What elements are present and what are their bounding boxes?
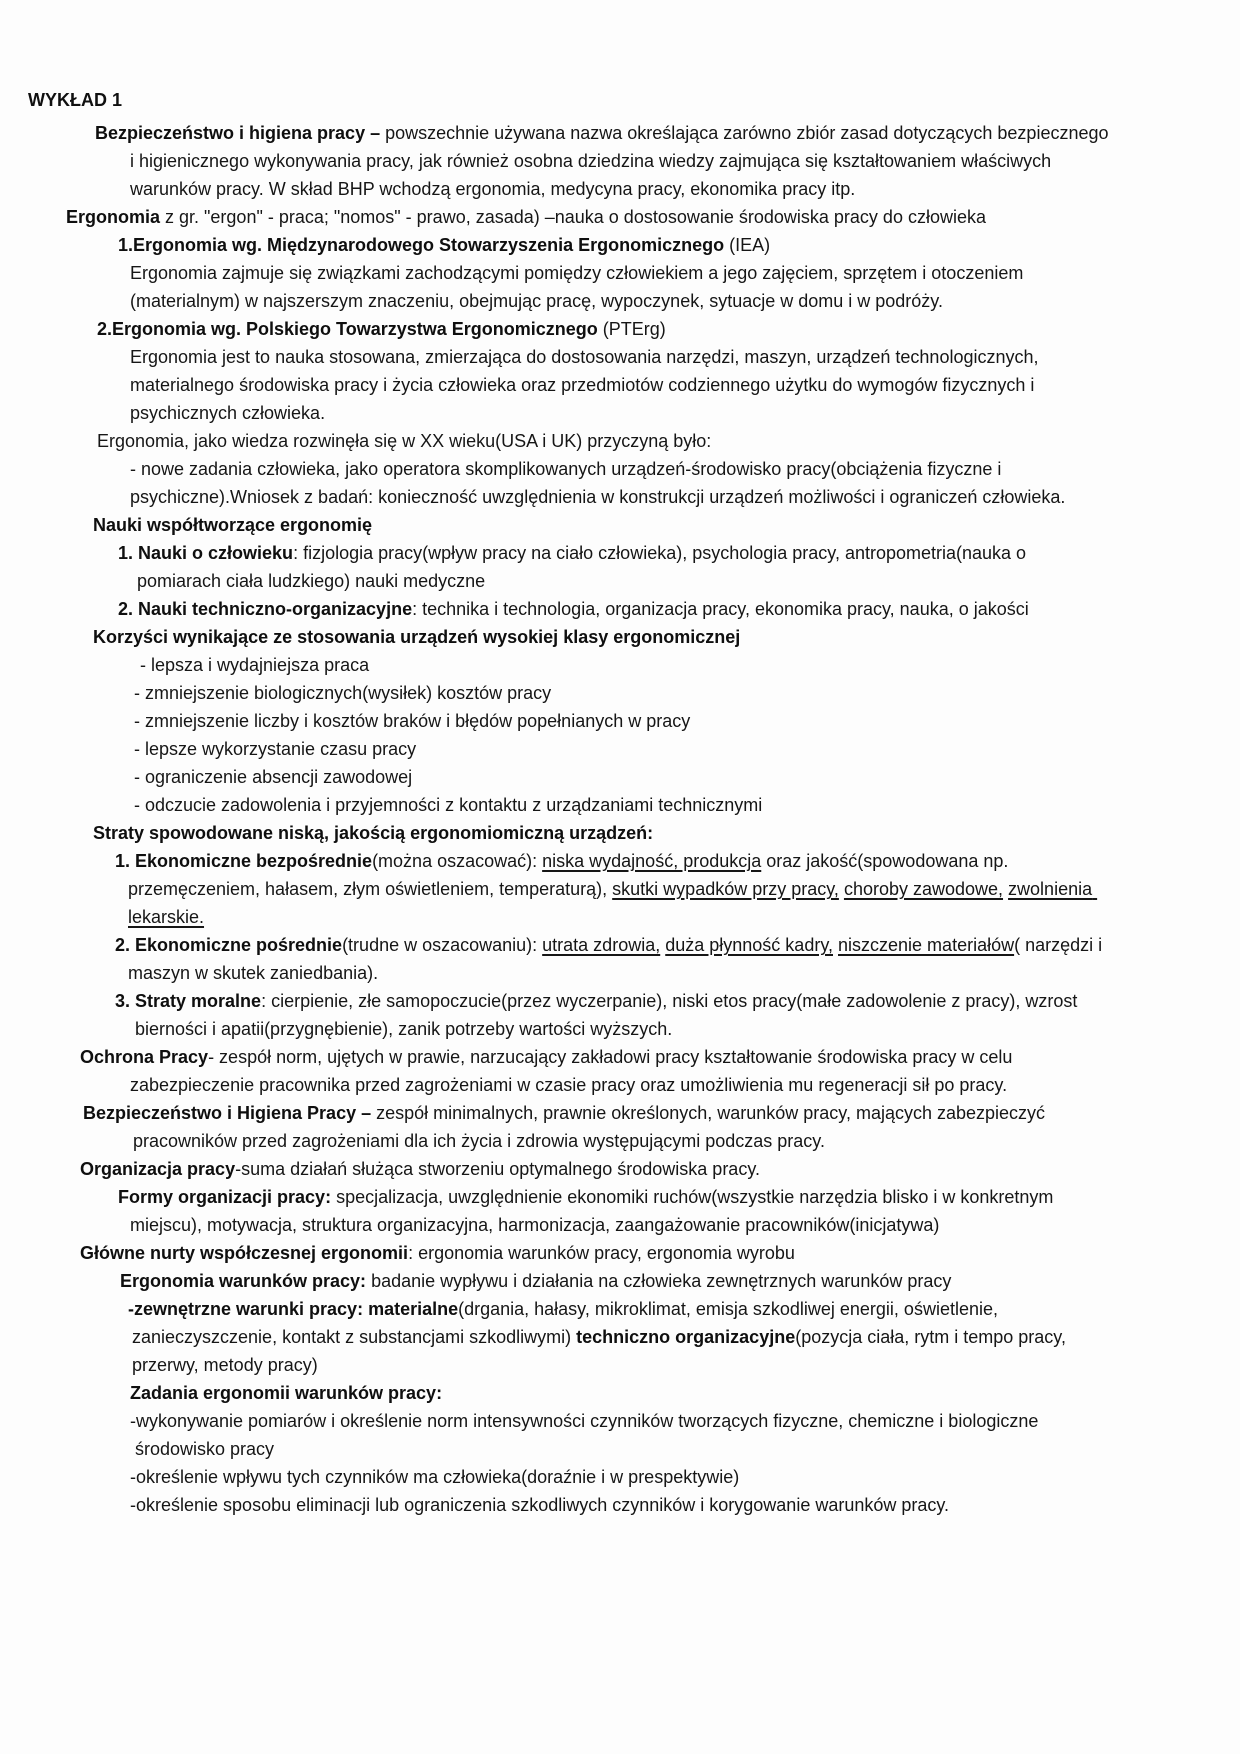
text-segment: 1.Ergonomia wg. Międzynarodowego Stowarzyszenia Ergonomicznego — [118, 235, 725, 255]
text-segment: Formy organizacji pracy: — [118, 1187, 332, 1207]
paragraph — [0, 791, 1112, 819]
text-segment: -określenie wpływu tych czynników ma człowieka(doraźnie i w prespektywie) — [130, 1467, 740, 1487]
text-segment: Główne nurty współczesnej ergonomii — [80, 1243, 409, 1263]
paragraph — [0, 987, 1112, 1043]
paragraph — [0, 455, 1112, 511]
text-segment: niska wydajność, produkcja — [542, 851, 762, 871]
text-segment: utrata zdrowia, — [542, 935, 661, 955]
text-segment: z gr. "ergon" - praca; "nomos" - prawo, zasada) –nauka o dostosowanie środowiska pracy do człowieka — [160, 207, 986, 227]
text-segment: zespół minimalnych, prawnie określonych, warunków pracy, mających zabezpieczyć pracowników przed zagrożeniami dla ich życia i zdrowia występującymi podczas pracy. — [133, 1103, 1051, 1151]
paragraph — [0, 259, 1112, 315]
text-segment: (IEA) — [724, 235, 771, 255]
paragraph — [0, 1407, 1112, 1463]
text-segment: -wykonywanie pomiarów i określenie norm intensywności czynników tworzących fizyczne, chemiczne i biologiczne środowisko pracy — [130, 1411, 1044, 1459]
page-title: WYKŁAD 1 — [28, 90, 122, 110]
text-segment: Bezpieczeństwo i higiena pracy – — [95, 123, 386, 143]
text-segment: skutki wypadków przy pracy, — [612, 879, 839, 899]
text-segment: -suma działań służąca stworzeniu optymalnego środowiska pracy. — [235, 1159, 760, 1179]
text-segment: - zespół norm, ujętych w prawie, narzucający zakładowi pracy kształtowanie środowiska pracy w celu zabezpieczenie pracownika przed zagrożeniami w czasie pracy oraz umożliwienia mu regeneracji sił po pracy. — [130, 1047, 1018, 1095]
text-segment: - zmniejszenie liczby i kosztów braków i błędów popełnianych w pracy — [134, 711, 691, 731]
text-segment: - zmniejszenie biologicznych(wysiłek) kosztów pracy — [134, 683, 552, 703]
text-segment: duża płynność kadry, — [665, 935, 833, 955]
text-segment: Nauki współtworzące ergonomię — [93, 515, 373, 535]
text-segment: (można oszacować): — [372, 851, 543, 871]
text-segment: - ograniczenie absencji zawodowej — [134, 767, 413, 787]
paragraph — [0, 1155, 1112, 1183]
text-segment: 3. Straty moralne — [115, 991, 262, 1011]
text-segment: : cierpienie, złe samopoczucie(przez wyczerpanie), niski etos pracy(małe zadowolenie z pracy), wzrost bierności i apatii(przygnębienie), zanik potrzeby wartości wyższych. — [135, 991, 1083, 1039]
text-segment: - lepsze wykorzystanie czasu pracy — [134, 739, 417, 759]
text-segment: Zadania ergonomii warunków pracy: — [130, 1383, 443, 1403]
text-segment: -zewnętrzne warunki pracy: materialne — [128, 1299, 459, 1319]
paragraph — [0, 343, 1112, 427]
text-segment: : technika i technologia, organizacja pracy, ekonomika pracy, nauka, o jakości — [412, 599, 1029, 619]
text-segment: Korzyści wynikające ze stosowania urządzeń wysokiej klasy ergonomicznej — [93, 627, 741, 647]
text-segment: 2.Ergonomia wg. Polskiego Towarzystwa Ergonomicznego — [97, 319, 598, 339]
text-segment: ( narzędzi i maszyn w skutek zaniedbania). — [128, 935, 1108, 983]
text-segment: 1. Ekonomiczne bezpośrednie — [115, 851, 373, 871]
paragraph — [0, 595, 1112, 623]
paragraph — [0, 763, 1112, 791]
text-segment: Ergonomia — [66, 207, 161, 227]
paragraph — [0, 1463, 1112, 1491]
text-segment: choroby zawodowe, — [843, 879, 1004, 899]
text-segment: specjalizacja, uwzględnienie ekonomiki ruchów(wszystkie narzędzia blisko i w konkretnym miejscu), motywacja, struktura organizacyjna, harmonizacja, zaangażowanie pracowników(inicjatywa) — [130, 1187, 1059, 1235]
text-segment: (PTErg) — [597, 319, 666, 339]
paragraph — [0, 623, 1112, 651]
paragraph — [0, 119, 1112, 203]
text-segment: oraz jakość(spowodowana np. przemęczeniem, hałasem, złym oświetleniem, temperaturą), — [128, 851, 1014, 899]
text-segment: badanie wypływu i działania na człowieka zewnętrznych warunków pracy — [366, 1271, 952, 1291]
paragraph — [0, 539, 1112, 595]
paragraph — [0, 1295, 1112, 1379]
text-segment: (pozycja ciała, rytm i tempo pracy, przerwy, metody pracy) — [132, 1327, 1071, 1375]
paragraph — [0, 1043, 1112, 1099]
text-segment: Organizacja pracy — [80, 1159, 236, 1179]
text-segment: techniczno organizacyjne — [576, 1327, 796, 1347]
text-segment: -określenie sposobu eliminacji lub ograniczenia szkodliwych czynników i korygowanie warunków pracy. — [130, 1495, 950, 1515]
text-segment: - lepsza i wydajniejsza praca — [140, 655, 370, 675]
text-segment: - odczucie zadowolenia i przyjemności z kontaktu z urządzaniami technicznymi — [134, 795, 763, 815]
paragraph — [0, 1183, 1112, 1239]
paragraph — [0, 1099, 1112, 1155]
text-segment: 2. Nauki techniczno-organizacyjne — [118, 599, 413, 619]
text-segment: : fizjologia pracy(wpływ pracy na ciało człowieka), psychologia pracy, antropometria(nauka o pomiarach ciała ludzkiego) nauki medyczne — [137, 543, 1032, 591]
text-segment: (drgania, hałasy, mikroklimat, emisja szkodliwej energii, oświetlenie, zanieczyszczenie, kontakt z substancjami szkodliwymi) — [132, 1299, 1004, 1347]
paragraph — [0, 819, 1112, 847]
text-segment: 1. Nauki o człowieku — [118, 543, 294, 563]
text-segment: Ergonomia warunków pracy: — [120, 1271, 367, 1291]
paragraph — [0, 511, 1112, 539]
text-segment: Ochrona Pracy — [80, 1047, 209, 1067]
paragraph — [0, 427, 1112, 455]
paragraph — [0, 1239, 1112, 1267]
paragraph — [0, 735, 1112, 763]
text-segment: Ergonomia jest to nauka stosowana, zmierzająca do dostosowania narzędzi, maszyn, urządzeń technologicznych, materialnego środowiska pracy i życia człowieka oraz przedmiotów codziennego użytku do wymogów fizycznych i psychicznych człowieka. — [130, 347, 1044, 423]
paragraph — [0, 315, 1112, 343]
text-segment: niszczenie materiałów — [838, 935, 1015, 955]
text-segment: (trudne w oszacowaniu): — [342, 935, 543, 955]
paragraph — [0, 1379, 1112, 1407]
text-segment: - nowe zadania człowieka, jako operatora skomplikowanych urządzeń-środowisko pracy(obciążenia fizyczne i psychiczne).Wniosek z badań: konieczność uwzględnienia w konstrukcji urządzeń możliwości i ograniczeń człowieka. — [130, 459, 1066, 507]
text-segment: Bezpieczeństwo i Higiena Pracy – — [83, 1103, 377, 1123]
paragraph — [0, 707, 1112, 735]
paragraph — [0, 679, 1112, 707]
document-body — [0, 119, 1112, 1519]
text-segment: powszechnie używana nazwa określająca zarówno zbiór zasad dotyczących bezpiecznego i higienicznego wykonywania pracy, jak również osobna dziedzina wiedzy zajmująca się kształtowaniem właściwych warunków pracy. W skład BHP wchodzą ergonomia, medycyna pracy, ekonomika pracy itp. — [130, 123, 1114, 199]
text-segment: 2. Ekonomiczne pośrednie — [115, 935, 343, 955]
text-segment: Ergonomia zajmuje się związkami zachodzącymi pomiędzy człowiekiem a jego zajęciem, sprzętem i otoczeniem (materialnym) w najszerszym znaczeniu, obejmując pracę, wypoczynek, sytuacje w domu i w podróży. — [130, 263, 1029, 311]
paragraph — [0, 1267, 1112, 1295]
text-segment: zwolnienia lekarskie. — [128, 879, 1098, 927]
paragraph — [0, 203, 1112, 231]
paragraph — [0, 231, 1112, 259]
paragraph — [0, 931, 1112, 987]
text-segment: : ergonomia warunków pracy, ergonomia wyrobu — [408, 1243, 795, 1263]
paragraph — [0, 1491, 1112, 1519]
text-segment: Ergonomia, jako wiedza rozwinęła się w XX wieku(USA i UK) przyczyną było: — [97, 431, 712, 451]
paragraph — [0, 847, 1112, 931]
paragraph — [0, 651, 1112, 679]
text-segment: Straty spowodowane niską, jakością ergonomiomiczną urządzeń: — [93, 823, 654, 843]
